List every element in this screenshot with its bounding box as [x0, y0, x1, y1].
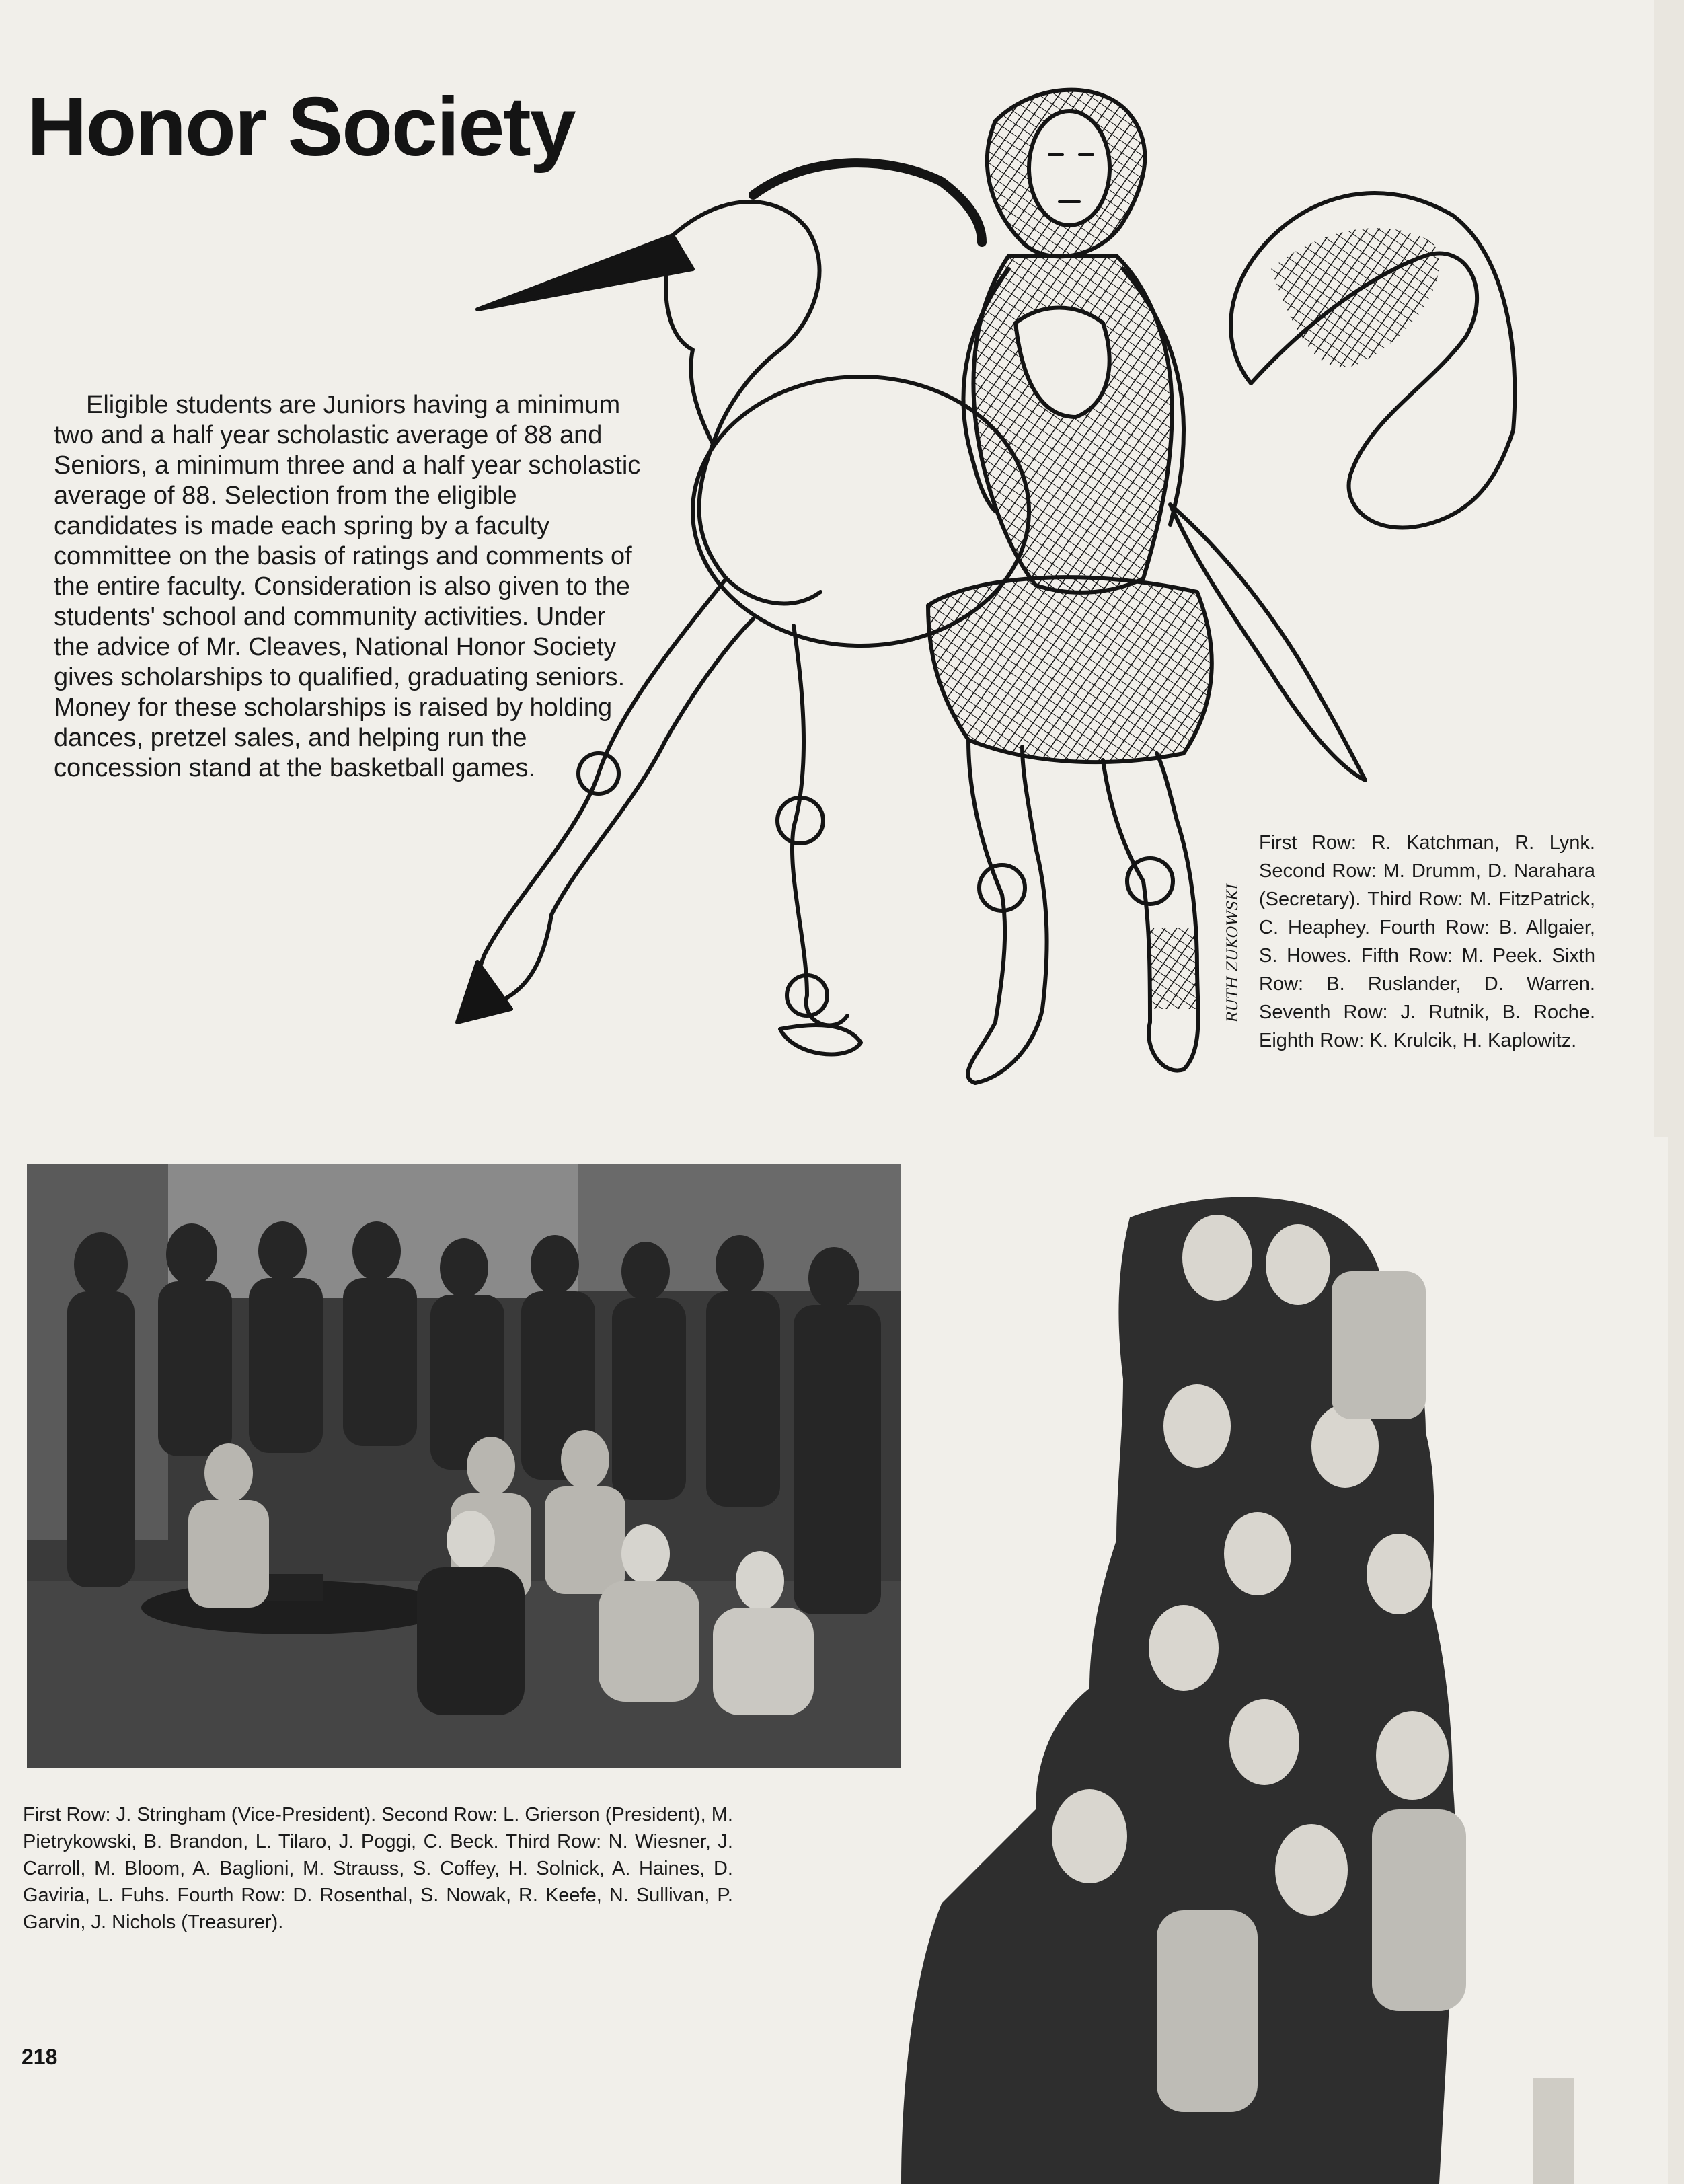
horse-mane: [753, 163, 982, 242]
caption-left-group: First Row: J. Stringham (Vice-President). Second Row: L. Grierson (President), M. Pietrykowski, B. Brandon, L. Tilaro, J. Poggi, C. Beck. Third Row: N. Wiesner, J. Carroll, M. Bloom, A. Baglioni, M. Strauss, S. Coffey, H. Solnick, A. Haines, D. Gaviria, L. Fuhs. Fourth Row: D. Rosenthal, S. Nowak, R. Keefe, N. Sullivan, P. Garvin, J. Nichols (Treasurer).: [23, 1804, 733, 1933]
horse-tail-hatch: [1271, 228, 1439, 367]
warrior-face: [1029, 111, 1110, 225]
warrior-skirt: [928, 577, 1212, 762]
group-photo-library: [27, 1164, 938, 1768]
warrior-knee-right: [1127, 858, 1173, 904]
warrior-boot-hatch: [1150, 928, 1197, 1009]
page-title: Honor Society: [27, 81, 575, 174]
caption-right-group: First Row: R. Katchman, R. Lynk. Second Row: M. Drumm, D. Narahara (Secretary). Third Row: M. FitzPatrick, C. Heaphey. Fourth Row: B. Allgaier, S. Howes. Fifth Row: M. Peek. Sixth Row: B. Ruslander, D. Warren. Seventh Row: J. Rutnik, B. Roche. Eighth Row: K. Krulcik, H. Kaplowitz.: [1259, 832, 1595, 1051]
artist-signature: [1211, 827, 1251, 1029]
intro-paragraph: Eligible students are Juniors having a minimum two and a half year scholastic average of 88 and Seniors, a minimum three and a half year scholastic average of 88. Selection from the eligible candidates is made each spring by a faculty committee on the basis of ratings and comments of the entire faculty. Consideration is also given to the students' school and community activities. Under the advice of Mr. Cleaves, National Honor Society gives scholarships to qualified, graduating seniors. Money for these scholarships is raised by holding dances, pretzel sales, and helping run the concession stand at the basketball games.: [54, 391, 641, 782]
warrior-torso: [973, 256, 1172, 593]
horse-head: [666, 202, 820, 444]
horse-hoof-front: [457, 962, 511, 1022]
group-photo-staircase: [901, 1137, 1668, 2184]
signature-text: RUTH ZUKOWSKI: [1225, 883, 1241, 1022]
horse-horn: [477, 235, 693, 309]
warrior-leg-right: [1103, 753, 1198, 1071]
stair-railing: [1533, 2078, 1574, 2184]
horse-hoof-back: [780, 1025, 861, 1054]
horse-leg-back: [792, 626, 847, 1025]
page-number: 218: [22, 2045, 58, 2069]
